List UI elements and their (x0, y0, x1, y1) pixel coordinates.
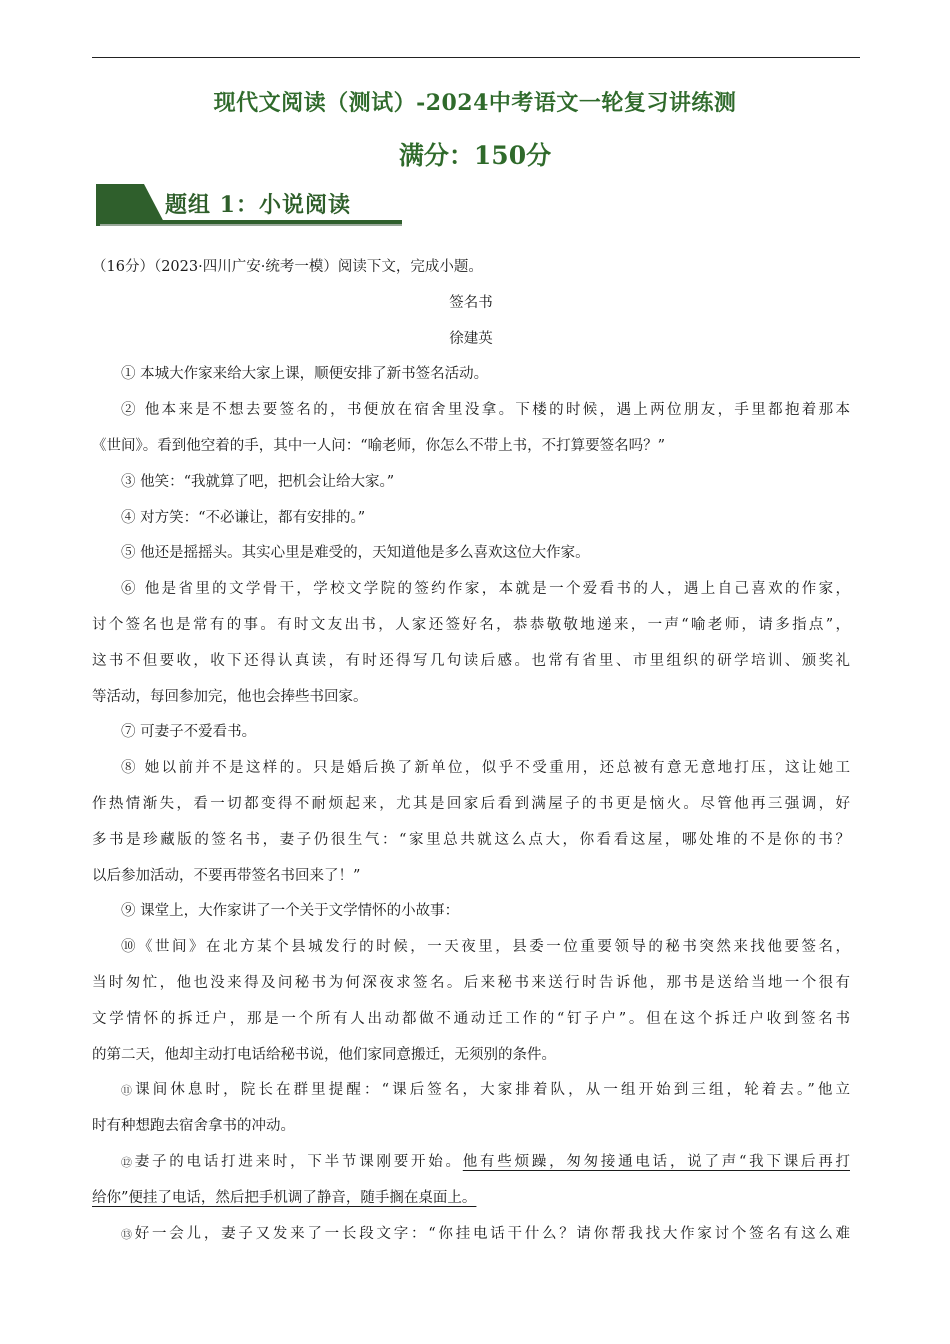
paragraph-9: ⑨ 课堂上，大作家讲了一个关于文学情怀的小故事： (121, 903, 460, 920)
paragraph-11-text: 课间休息时，院长在群里提醒：“课后签名，大家排着队，从一组开始到三组，轮着去。”他立 (135, 1082, 850, 1099)
paragraph-11-line-1 (92, 1073, 850, 1109)
paragraph-13-number: ⑬ (121, 1227, 135, 1241)
article-body (92, 250, 850, 1252)
paragraph-12-line-1 (92, 1145, 850, 1181)
paragraph-10-line-4: 的第二天，他却主动打电话给秘书说，他们家同意搬迁，无须别的条件。 (92, 1046, 556, 1063)
paragraph-8-line-2: 作热情渐失，看一切都变得不耐烦起来，尤其是回家后看到满屋子的书更是恼火。尽管他再三强调，好 (92, 795, 850, 812)
paragraph-11-line-2: 时有种想跑去宿舍拿书的冲动。 (92, 1118, 295, 1135)
paragraph-12-underlined-text: 他有些烦躁，匆匆接通电话，说了声“我下课后再打 (462, 1153, 850, 1170)
paragraph-3: ③ 他笑：“我就算了吧，把机会让给大家。” (121, 473, 395, 490)
document-title: 现代文阅读（测试）-2024中考语文一轮复习讲练测 (213, 90, 737, 116)
paragraph-13-line-1 (92, 1217, 850, 1253)
paragraph-12-underlined-text-2: 给你”便挂了电话，然后把手机调了静音，随手搁在桌面上。 (92, 1189, 477, 1206)
article-author: 徐建英 (449, 330, 493, 347)
full-score: 满分：150分 (398, 141, 552, 170)
paragraph-10-line-3: 文学情怀的拆迁户，那是一个所有人出动都做不通动迁工作的“钉子户”。但在这个拆迁户收到签名书 (92, 1010, 850, 1027)
banner-dark-block (96, 184, 166, 226)
paragraph-13-text: 好一会儿，妻子又发来了一长段文字：“你挂电话干什么？请你帮我找大作家讨个签名有这么难 (134, 1225, 850, 1242)
paragraph-12-line-2 (92, 1181, 850, 1217)
paragraph-2-line-2: 《世间》。看到他空着的手，其中一人问：“喻老师，你怎么不带上书，不打算要签名吗？” (92, 437, 666, 454)
paragraph-6-line-2: 讨个签名也是常有的事。有时文友出书，人家还签好名，恭恭敬敬地递来，一声“喻老师，请多指点”， (92, 616, 850, 633)
paragraph-1: ① 本城大作家来给大家上课，顺便安排了新书签名活动。 (121, 366, 489, 383)
banner-underline-shadow (100, 224, 402, 226)
paragraph-6-line-4: 等活动，每回参加完，他也会捧些书回家。 (92, 688, 368, 705)
paragraph-11-number: ⑪ (121, 1084, 136, 1098)
paragraph-5: ⑤ 他还是摇摇头。其实心里是难受的，天知道他是多么喜欢这位大作家。 (121, 545, 590, 562)
paragraph-2-line-1: ② 他本来是不想去要签名的，书便放在宿舍里没拿。下楼的时候，遇上两位朋友，手里都抱着那本 (121, 402, 850, 419)
section-label: 题组 1：小说阅读 (165, 192, 351, 218)
paragraph-6-line-1: ⑥ 他是省里的文学骨干，学校文学院的签约作家，本就是一个爱看书的人，遇上自己喜欢的作家， (121, 581, 850, 598)
paragraph-6-line-3: 这书不但要收，收下还得认真读，有时还得写几句读后感。也常有省里、市里组织的研学培训、颁奖礼 (92, 652, 850, 669)
paragraph-12-text: 妻子的电话打进来时，下半节课刚要开始。 (134, 1153, 463, 1170)
paragraph-7: ⑦ 可妻子不爱看书。 (121, 724, 257, 741)
paragraph-4: ④ 对方笑：“不必谦让，都有安排的。” (121, 509, 366, 526)
question-intro: （16分）（2023·四川广安·统考一模）阅读下文，完成小题。 (92, 259, 483, 275)
paragraph-8-line-1: ⑧ 她以前并不是这样的。只是婚后换了新单位，似乎不受重用，还总被有意无意地打压，这让她工 (121, 760, 850, 777)
paragraph-10-line-2: 当时匆忙，他也没来得及问秘书为何深夜求签名。后来秘书来送行时告诉他，那书是送给当地一个很有 (92, 974, 850, 991)
article-title: 签名书 (449, 294, 493, 311)
top-rule (92, 57, 860, 58)
paragraph-12-number: ⑫ (121, 1155, 135, 1169)
paragraph-8-line-4: 以后参加活动，不要再带签名书回来了！” (92, 867, 361, 884)
paragraph-10-line-1: ⑩《世间》在北方某个县城发行的时候，一天夜里，县委一位重要领导的秘书突然来找他要签名， (121, 939, 850, 956)
paragraph-8-line-3: 多书是珍藏版的签名书，妻子仍很生气：“家里总共就这么点大，你看看这屋，哪处堆的不是你的书？ (92, 831, 850, 848)
